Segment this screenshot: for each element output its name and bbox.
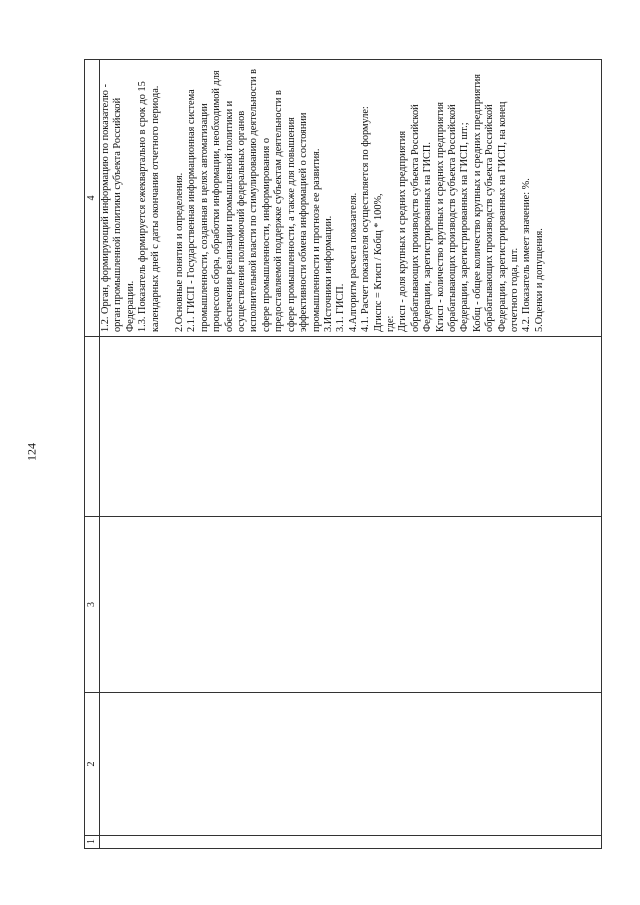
body-cell-4-content (100, 60, 602, 337)
rotated-table-wrapper (84, 60, 602, 849)
table-header-row (85, 60, 100, 849)
paragraph: 4.Алгоритм расчета показателя. (347, 192, 359, 332)
body-cell-3 (100, 517, 602, 693)
header-cell-2: 2 (85, 693, 100, 836)
paragraph: 3.1. ГИСП. (335, 283, 347, 332)
table-body-row (100, 60, 602, 849)
paragraph: Кгисп - количество крупных и средних предприятия обрабатывающих производств субъекта Российской Федерации, зарегистрированных на ГИСП, шт.; (434, 101, 471, 332)
header-cell-4: 4 (85, 60, 100, 337)
paragraph: 2.1. ГИСП - Государственная информационная система промышленности, созданная в целях автоматизации процессов сбора, обработки информации, необходимой для обеспечения реализации промышленной политики и осуществления полномочий федеральных органов исполнительной власти по стимулированию деятельности в сфере промышленности, информирования о предоставляемой поддержке субъектам деятельности в сфере промышленности, а также для повышения эффективности обмена информацией о состоянии промышленности и прогнозе ее развития. (186, 69, 322, 332)
paragraph: 2.Основные понятия и определения. (174, 172, 186, 332)
header-cell-3: 3 (85, 517, 100, 693)
body-cell-2 (100, 693, 602, 836)
body-cell-1 (100, 836, 602, 849)
paragraph: 1.2. Орган, формирующий информацию по показателю - орган промышленной политики субъекта Российской Федерации. (100, 84, 136, 332)
paragraph: 3.Источники информации. (322, 215, 334, 332)
header-cell-empty (85, 337, 100, 517)
paragraph: 4.1. Расчет показателя осуществляется по формуле: (360, 106, 372, 332)
page-number: 124 (24, 443, 39, 461)
paragraph: Дгисп - доля крупных и средних предприятия обрабатывающих производств субъекта Российской Федерации, зарегистрированных на ГИСП. (397, 104, 434, 332)
indicator-table (84, 59, 602, 849)
paragraph: 4.2. Показатель имеет значение: %. (521, 178, 533, 332)
formula: Дгиспс = Кгисп / Кобщ * 100%, (372, 193, 384, 332)
paragraph: где: (384, 315, 396, 332)
header-cell-1: 1 (85, 836, 100, 849)
body-cell-empty (100, 337, 602, 517)
paragraph: Кобщ - общее количество крупных и средних предприятия обрабатывающих производств субъекта Российской Федерации, зарегистрированных на ГИСП, на конец отчетного года, шт. (471, 73, 520, 332)
paragraph: 5.Оценки и допущения. (533, 228, 545, 332)
paragraph: 1.3. Показатель формируется ежеквартально в срок до 15 календарных дней с даты окончания отчетного периода. (137, 81, 161, 332)
